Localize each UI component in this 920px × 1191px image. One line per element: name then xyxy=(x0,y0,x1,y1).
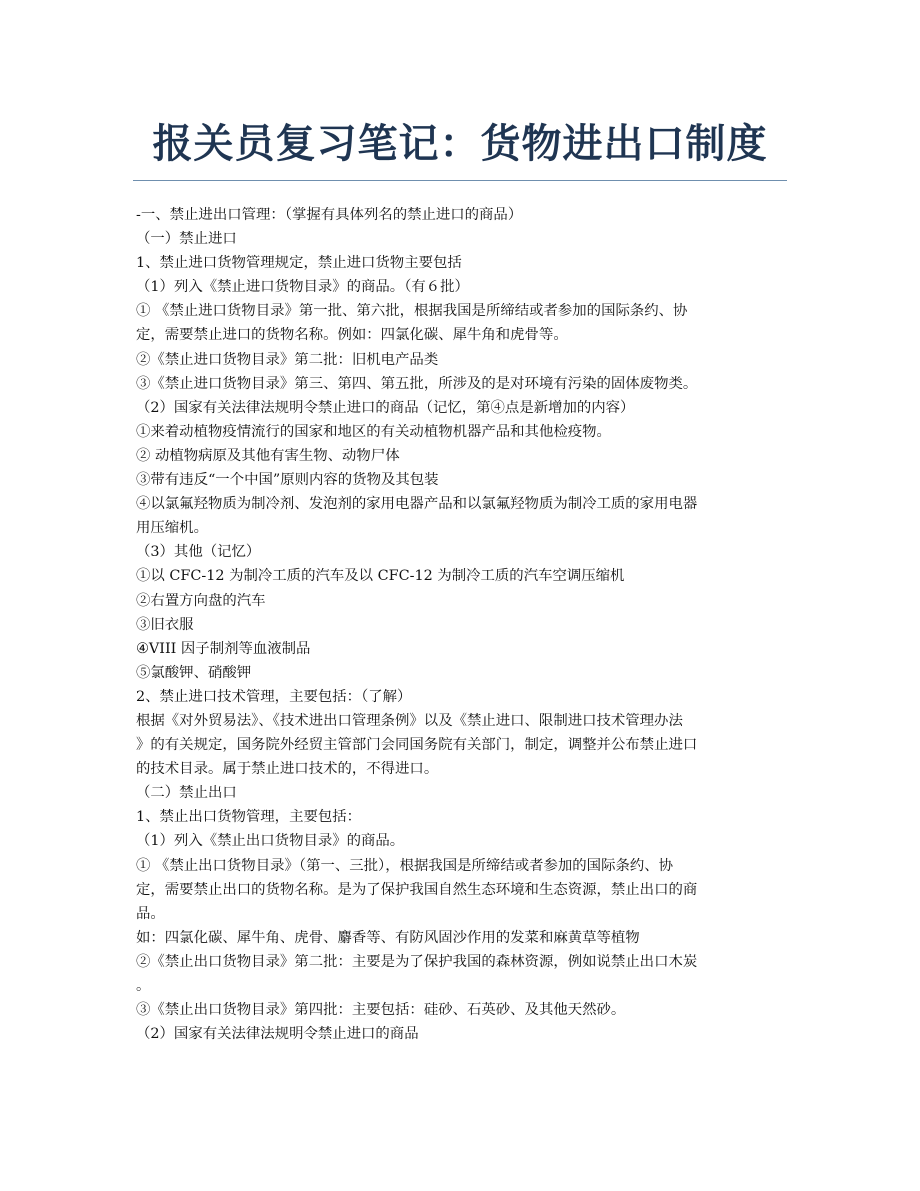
text-line: ④以氯氟羟物质为制冷剂、发泡剂的家用电器产品和以氯氟羟物质为制冷工质的家用电器 xyxy=(136,496,698,513)
title-divider xyxy=(133,180,787,181)
text-line: ① 《禁止出口货物目录》（第一、三批），根据我国是所缔结或者参加的国际条约、协 xyxy=(136,857,674,874)
text-line: 品。 xyxy=(136,905,165,922)
text-line: ① 《禁止进口货物目录》第一批、第六批，根据我国是所缔结或者参加的国际条约、协 xyxy=(136,303,688,320)
text-line: -一、禁止进出口管理：（掌握有具体列名的禁止进口的商品） xyxy=(136,207,523,223)
text-line: ①以 CFC-12 为制冷工质的汽车及以 CFC-12 为制冷工质的汽车空调压缩机 xyxy=(136,568,625,585)
document-body xyxy=(136,203,788,1046)
text-line: ④VIII 因子制剂等血液制品 xyxy=(136,640,311,657)
text-line: 用压缩机。 xyxy=(136,520,208,537)
text-line: （二）禁止出口 xyxy=(136,785,237,802)
text-line: 》的有关规定，国务院外经贸主管部门会同国务院有关部门，制定，调整并公布禁止进口 xyxy=(136,737,698,754)
text-line: （1）列入《禁止出口货物目录》的商品。 xyxy=(136,833,405,850)
text-line: ③带有违反“一个中国”原则内容的货物及其包装 xyxy=(136,472,439,489)
text-line: 的技术目录。属于禁止进口技术的，不得进口。 xyxy=(136,761,439,778)
text-line: 根据《对外贸易法》、《技术进出口管理条例》以及《禁止进口、限制进口技术管理办法 xyxy=(136,712,683,729)
text-line: 定，需要禁止进口的货物名称。例如：四氯化碳、犀牛角和虎骨等。 xyxy=(136,327,568,344)
text-line: ②《禁止出口货物目录》第二批：主要是为了保护我国的森林资源，例如说禁止出口木炭 xyxy=(136,953,698,970)
page-title: 报关员复习笔记：货物进出口制度 xyxy=(152,121,768,167)
text-line: 2、禁止进口技术管理，主要包括：（了解） xyxy=(136,688,412,705)
text-line: （一）禁止进口 xyxy=(136,231,237,248)
text-line: （2）国家有关法律法规明令禁止进口的商品 xyxy=(136,1026,419,1043)
text-line: 。 xyxy=(136,978,151,994)
text-line: （3）其他（记忆） xyxy=(136,544,261,561)
text-line: ②《禁止进口货物目录》第二批：旧机电产品类 xyxy=(136,351,439,368)
text-line: 如：四氯化碳、犀牛角、虎骨、麝香等、有防风固沙作用的发菜和麻黄草等植物 xyxy=(136,929,640,946)
text-line: （2）国家有关法律法规明令禁止进口的商品（记忆，第④点是新增加的内容） xyxy=(136,399,635,416)
text-line: ⑤氯酸钾、硝酸钾 xyxy=(136,664,252,681)
text-line: 1、禁止出口货物管理，主要包括： xyxy=(136,809,362,826)
text-line: ③《禁止出口货物目录》第四批：主要包括：硅砂、石英砂、及其他天然砂。 xyxy=(136,1002,626,1019)
text-line: ①来着动植物疫情流行的国家和地区的有关动植物机器产品和其他检疫物。 xyxy=(136,423,611,440)
text-line: 1、禁止进口货物管理规定，禁止进口货物主要包括 xyxy=(136,255,462,272)
text-line: （1）列入《禁止进口货物目录》的商品。（有６批） xyxy=(136,279,469,296)
text-line: ② 动植物病原及其他有害生物、动物尸体 xyxy=(136,447,400,464)
text-line: ③旧衣服 xyxy=(136,616,194,633)
text-line: 定，需要禁止出口的货物名称。是为了保护我国自然生态环境和生态资源，禁止出口的商 xyxy=(136,881,698,898)
text-line: ③《禁止进口货物目录》第三、第四、第五批，所涉及的是对环境有污染的固体废物类。 xyxy=(136,375,698,392)
text-line: ②右置方向盘的汽车 xyxy=(136,592,266,609)
